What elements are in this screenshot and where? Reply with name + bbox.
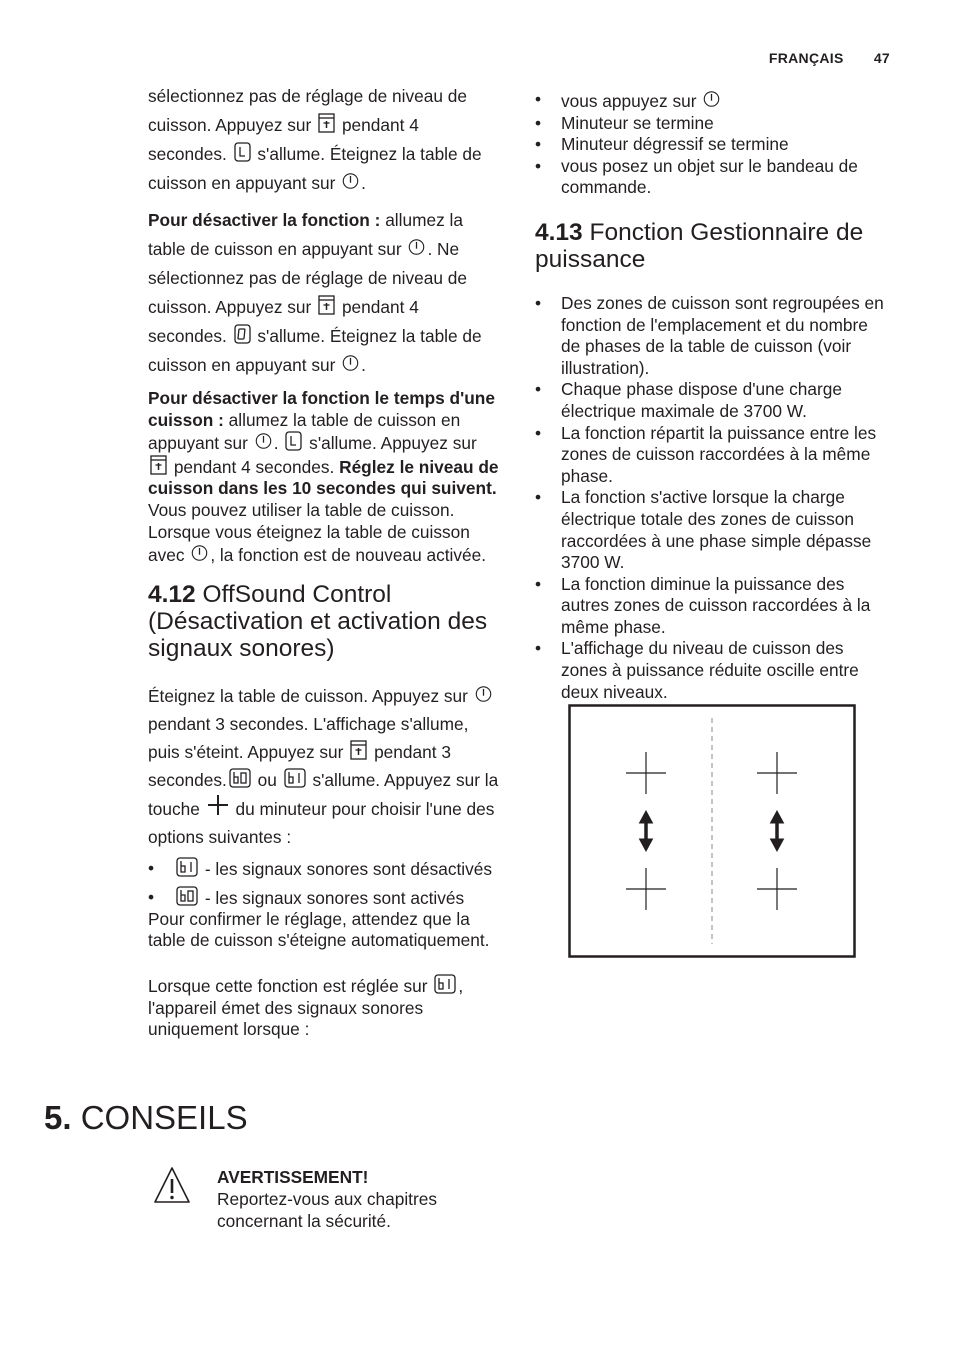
display-b1-icon [434,974,456,994]
plus-icon [207,794,229,816]
paragraph-deactivate [148,206,500,380]
text: allumez la table de cuisson en appuyant sur [148,409,461,454]
text: - les signaux sonores sont désactivés [204,858,493,879]
chapter-title: CONSEILS [71,1099,248,1136]
display-b1-icon [284,768,306,788]
left-column [148,82,500,1049]
text: s'allume. Éteignez la table de cuisson en appuyant sur [148,144,482,193]
text: s'allume. Appuyez sur [309,433,477,454]
text: du minuteur pour choisir l'une des options suivantes : [148,798,495,847]
bold-lead: Pour désactiver la fonction le temps d'une cuisson : [148,388,495,430]
power-icon [342,171,359,191]
display-L-icon [285,431,302,451]
list-item: • Minuteur se termine [535,113,890,135]
section-number: 4.13 [535,218,583,246]
text: sélectionnez pas de réglage de niveau de cuisson. Appuyez sur [148,86,467,135]
text: s'allume. Appuyez sur la touche [148,769,499,819]
text: allumez la table de cuisson en appuyant sur [148,210,463,259]
text: . Ne sélectionnez pas de réglage de niveau de cuisson. Appuyez sur [148,239,467,317]
text: . [361,355,366,375]
section-heading-4-13 [535,219,890,273]
list-item: • Des zones de cuisson sont regroupées en fonction de l'emplacement et du nombre de phases de la table de cuisson (voir illustration). [535,293,890,379]
text: ou [257,769,277,790]
text: - les signaux sonores sont activés [204,887,465,908]
chapter-heading [44,1098,248,1138]
text: pendant 4 secondes. [148,297,419,346]
bold-instruction: Réglez le niveau de cuisson dans les 10 secondes qui suivent. [148,456,499,499]
text: pendant 3 secondes. L'affichage s'allume, puis s'éteint. Appuyez sur [148,713,469,762]
power-icon [703,89,720,109]
list-item [148,886,500,909]
power-icon [191,543,208,563]
right-column [535,89,890,711]
chapter-number: 5. [44,1099,72,1136]
section-title: OffSound Control (Désactivation et activation des signaux sonores) [148,580,488,662]
paragraph-key-lock-on [148,82,500,198]
page-header [743,50,890,66]
lock-icon [350,740,367,760]
bold-lead: Pour désactiver la fonction : [148,210,381,230]
power-icon [408,237,425,257]
list-item: • vous posez un objet sur le bandeau de commande. [535,156,890,199]
power-icon [342,353,359,373]
list-item [148,857,500,880]
section-title: Fonction Gestionnaire de puissance [535,218,864,273]
display-b0-icon [176,886,198,906]
section-heading-4-12 [148,581,500,662]
text: Lorsque cette fonction est réglée sur [148,975,428,996]
text: Vous pouvez utiliser la table de cuisson. Lorsque vous éteignez la table de cuisson avec [148,499,470,566]
text: . [361,173,366,193]
list-item: • La fonction répartit la puissance entre les zones de cuisson raccordées à la même phase. [535,423,890,488]
text: , l'appareil émet des signaux sonores uniquement lorsque : [148,975,464,1040]
beep-conditions-list [535,89,890,199]
offsound-options-list [148,857,500,909]
text: pendant 3 secondes. [148,741,451,790]
lock-icon [318,295,335,315]
warning-triangle-icon [152,1164,192,1208]
warning-block [217,1166,517,1232]
paragraph-confirm: Pour confirmer le réglage, attendez que la table de cuisson s'éteigne automatiquement. [148,908,490,951]
text: , la fonction est de nouveau activée. [210,545,487,566]
text: pendant 4 secondes. [173,456,335,477]
lock-icon [318,113,335,133]
paragraph-deactivate-temporary [148,388,500,567]
power-icon [475,684,492,704]
display-b1-icon [176,857,198,877]
list-item: • Chaque phase dispose d'une charge électrique maximale de 3700 W. [535,379,890,422]
page-number: 47 [873,50,890,66]
lock-icon [150,455,167,475]
power-icon [255,431,272,451]
list-item [535,89,890,113]
warning-text: Reportez-vous aux chapitres concernant la sécurité. [217,1189,437,1231]
warning-title: AVERTISSEMENT! [217,1167,369,1187]
language-label: FRANÇAIS [768,50,844,66]
display-0-icon [234,324,251,344]
text: . [273,433,279,454]
text: s'allume. Éteignez la table de cuisson en appuyant sur [148,326,482,375]
text: Éteignez la table de cuisson. Appuyez sur [148,685,468,706]
list-item: • La fonction s'active lorsque la charge électrique totale des zones de cuisson raccordées à une phase simple dépasse 3700 W. [535,487,890,573]
list-item: • Minuteur dégressif se termine [535,134,890,156]
text: vous appuyez sur [561,91,697,111]
list-item: • L'affichage du niveau de cuisson des zones à puissance réduite oscille entre deux niveaux. [535,638,890,703]
paragraph-offsound [148,682,500,851]
power-management-list [535,293,890,703]
list-item: • La fonction diminue la puissance des autres zones de cuisson raccordées à la même phase. [535,574,890,639]
paragraph-offsound-set [148,974,500,1041]
display-b0-icon [229,768,251,788]
text: pendant 4 secondes. [148,115,419,164]
display-L-icon [234,142,251,162]
hob-phase-diagram [568,704,856,958]
section-number: 4.12 [148,580,196,608]
